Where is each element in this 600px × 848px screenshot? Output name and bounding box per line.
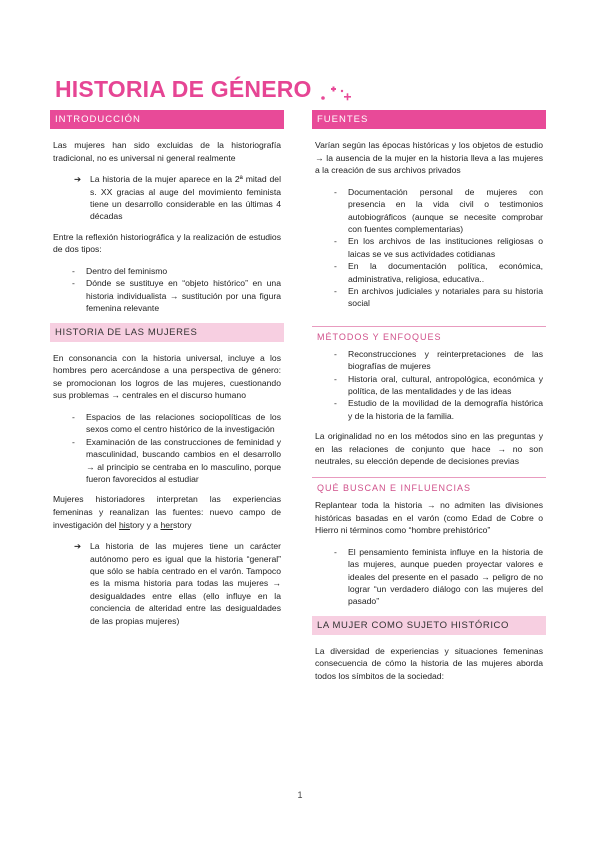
historia-paragraph-2: Mujeres historiadores interpretan las experiencias femeninas y reanalizan las fuentes: nuevo campo de investigación del history y a herstory (53, 494, 281, 530)
historia-header: HISTORIA DE LAS MUJERES (50, 323, 284, 342)
metodos-header: MÉTODOS Y ENFOQUES (312, 326, 546, 342)
list-item: - Documentación personal de mujeres con presencia en la vida civil o testimonios autobiográficos (aunque se necesite comprobar con fuentes complementarias) (334, 186, 543, 234)
list-item: - En la documentación política, económica, administrativa, religiosa, educativa.. (334, 261, 543, 284)
intro-paragraph-1: Las mujeres han sido excluidas de la historiografía tradicional, no es universal ni general realmente (53, 140, 281, 163)
list-item: ➔ La historia de las mujeres tiene un carácter autónomo pero es igual que la historia “general” que sólo se había centrado en el varón. Tampoco es la misma historia para todas las mujeres → desigualdades entre ellas (ello influye en la conciencia de alteridad entre las desigualdades de las propias mujeres) (74, 541, 281, 626)
list-item: - Dónde se sustituye en “objeto histórico” en una historia individualista → sustitución por una figura femenina relevante (72, 278, 281, 314)
list-item: - En archivos judiciales y notariales para su historia social (334, 286, 543, 309)
metodos-list (312, 348, 546, 422)
list-item: - Reconstrucciones y reinterpretaciones de las biografías de mujeres (334, 348, 543, 372)
sujeto-header: LA MUJER COMO SUJETO HISTÓRICO (312, 616, 546, 635)
list-item: - Examinación de las construcciones de feminidad y masculinidad, buscando cambios en el desarrollo → al principio se centraba en lo masculino, porque fueron favorecidos al estudiar (72, 436, 281, 485)
intro-header: INTRODUCCIÓN (50, 110, 284, 129)
buscan-header: QUÉ BUSCAN E INFLUENCIAS (312, 477, 546, 493)
right-column (312, 110, 546, 692)
left-column (50, 110, 284, 635)
list-item: - En los archivos de las instituciones religiosas o laicas se ve sus actividades cotidianas (334, 236, 543, 259)
historia-list (50, 411, 284, 485)
arrow-icon: ➔ (74, 541, 82, 552)
sujeto-paragraph: La diversidad de experiencias y situaciones femeninas consecuencia de cómo la historia de las mujeres aborda todos los símbitos de la sociedad: (315, 645, 543, 682)
historia-paragraph-1: En consonancia con la historia universal, incluye a los hombres pero acercándose a una perspectiva de género: se promocionan los logros de las mujeres, cuestionando sus problemas → centrales en el discurso humano (53, 352, 281, 401)
list-item: ➔ La historia de la mujer aparece en la 2ª mitad del s. XX gracias al auge del movimiento feminista tiene un desarrollo considerable en las últimas 4 décadas (74, 174, 281, 222)
buscan-list (312, 546, 546, 608)
fuentes-list (312, 186, 546, 310)
intro-list (50, 265, 284, 315)
list-item: - El pensamiento feminista influye en la historia de las mujeres, aunque pueden proyectar valores e ideales del presente en el pasado → peligro de no lograr “un verdadero diálogo con las mujeres del pasado” (334, 546, 543, 607)
intro-paragraph-2: Entre la reflexión historiográfica y la realización de estudios de dos tipos: (53, 231, 281, 255)
arrow-icon: ➔ (74, 174, 82, 185)
fuentes-paragraph: Varían según las épocas históricas y los objetos de estudio → la ausencia de la mujer en la historia lleva a las mujeres a la creación de sus archivos privados (315, 140, 543, 176)
intro-arrow-list (50, 173, 284, 223)
metodos-paragraph: La originalidad no en los métodos sino en las preguntas y en las relaciones de conjunto que hace → no son neutrales, su elección depende de decisiones previas (315, 431, 543, 467)
page-number: 1 (297, 790, 303, 800)
list-item: - Historia oral, cultural, antropológica, económica y política, de las mentalidades y de las ideas (334, 373, 543, 397)
list-item: - Dentro del feminismo (72, 266, 168, 276)
page-title: HISTORIA DE GÉNERO (55, 76, 312, 102)
buscan-paragraph: Replantear toda la historia → no admiten las divisiones históricas basadas en el varón (como Edad de Cobre o Hierro ni términos como “hombre prehistórico” (315, 500, 543, 536)
fuentes-header: FUENTES (312, 110, 546, 129)
list-item: - Estudio de la movilidad de la demografía histórica y de la historia de la familia. (334, 398, 543, 421)
historia-arrow-list (50, 540, 284, 627)
list-item: - Espacios de las relaciones sociopolíticas de los sexos como el centro histórico de la investigación (72, 412, 281, 435)
sparkle-decoration-icon (320, 84, 360, 104)
